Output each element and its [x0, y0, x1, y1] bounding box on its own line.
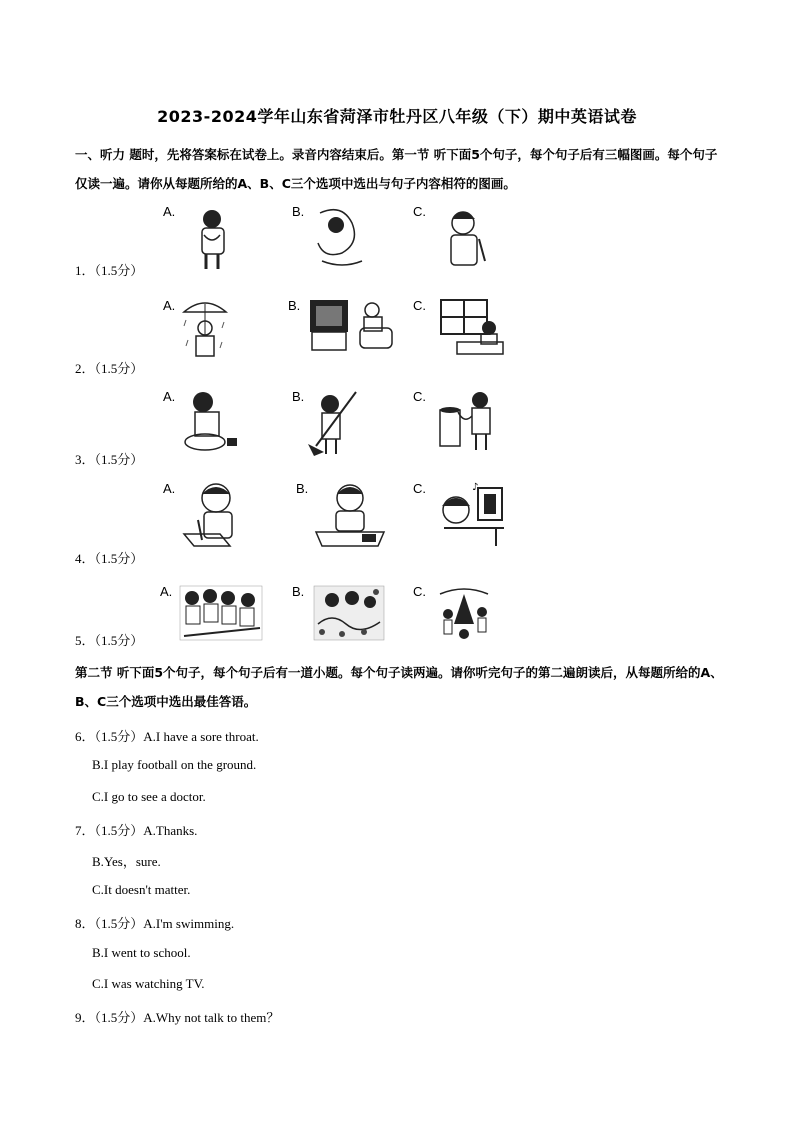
q2-option-b-picture[interactable]	[306, 296, 396, 354]
q2-label: 2．（1.5分）	[75, 361, 144, 376]
q3-option-b-picture[interactable]	[300, 388, 360, 458]
q4-option-c-picture[interactable]	[436, 480, 508, 548]
q4-option-a-picture[interactable]	[180, 480, 240, 550]
q9-question-line: 9．（1.5分）A.Why not talk to them？	[75, 1010, 280, 1025]
q6-question-line: 6．（1.5分）A.I have a sore throat.	[75, 729, 259, 744]
q2-option-a-label: A.	[163, 298, 176, 313]
section2-instructions: 第二节 听下面5个句子，每个句子后有一道小题。每个句子读两遍。请你听完句子的第二遍朗读后，从每题所给的A、B、C三个选项中选出最佳答语。	[75, 665, 723, 709]
q2-option-c-picture[interactable]	[437, 296, 507, 360]
q8-question-line: 8．（1.5分）A.I'm swimming.	[75, 916, 235, 931]
q6-option-c: C.I go to see a doctor.	[92, 789, 206, 804]
q3-option-c-picture[interactable]	[436, 388, 496, 454]
q3-option-c-label: C.	[413, 389, 426, 404]
q1-option-c-label: C.	[413, 204, 426, 219]
q4-option-b-picture[interactable]	[314, 480, 386, 550]
q4-option-c-label: C.	[413, 481, 426, 496]
q1-option-b-label: B.	[292, 204, 305, 219]
q1-option-a-picture[interactable]	[190, 205, 240, 271]
q1-option-b-picture[interactable]	[312, 203, 372, 269]
q1-option-a-label: A.	[163, 204, 176, 219]
q5-option-c-picture[interactable]	[436, 584, 492, 644]
q8-option-b: B.I went to school.	[92, 945, 191, 960]
page-title: 2023-2024学年山东省菏泽市牡丹区八年级（下）期中英语试卷	[157, 107, 637, 126]
q1-label: 1．（1.5分）	[75, 263, 144, 278]
q4-option-a-label: A.	[163, 481, 176, 496]
svg-text:♪: ♪	[472, 482, 479, 493]
q7-option-c: C.It doesn't matter.	[92, 882, 191, 897]
q7-question-line: 7．（1.5分）A.Thanks.	[75, 823, 198, 838]
q5-option-c-label: C.	[413, 584, 426, 599]
section1-instructions: 一、听力 题时，先将答案标在试卷上。录音内容结束后。第一节 听下面5个句子，每个句子后有三幅图画。每个句子仅读一遍。请你从每题所给的A、B、C三个选项中选出与句子内容相符的图画。	[75, 147, 718, 191]
q1-option-c-picture[interactable]	[437, 205, 492, 271]
q3-option-a-label: A.	[163, 389, 176, 404]
q4-label: 4．（1.5分）	[75, 551, 144, 566]
q2-option-b-label: B.	[288, 298, 301, 313]
q5-option-a-picture[interactable]	[178, 584, 264, 642]
q5-label: 5．（1.5分）	[75, 633, 144, 648]
q8-option-c: C.I was watching TV.	[92, 976, 205, 991]
q2-option-c-label: C.	[413, 298, 426, 313]
q6-option-b: B.I play football on the ground.	[92, 757, 257, 772]
q3-label: 3．（1.5分）	[75, 452, 144, 467]
q5-option-b-label: B.	[292, 584, 305, 599]
q2-option-a-picture[interactable]	[180, 296, 230, 364]
q5-option-b-picture[interactable]	[312, 584, 386, 642]
q7-option-b: B.Yes，sure.	[92, 854, 161, 869]
q4-option-b-label: B.	[296, 481, 309, 496]
q3-option-a-picture[interactable]	[181, 388, 241, 456]
q5-option-a-label: A.	[160, 584, 173, 599]
q3-option-b-label: B.	[292, 389, 305, 404]
